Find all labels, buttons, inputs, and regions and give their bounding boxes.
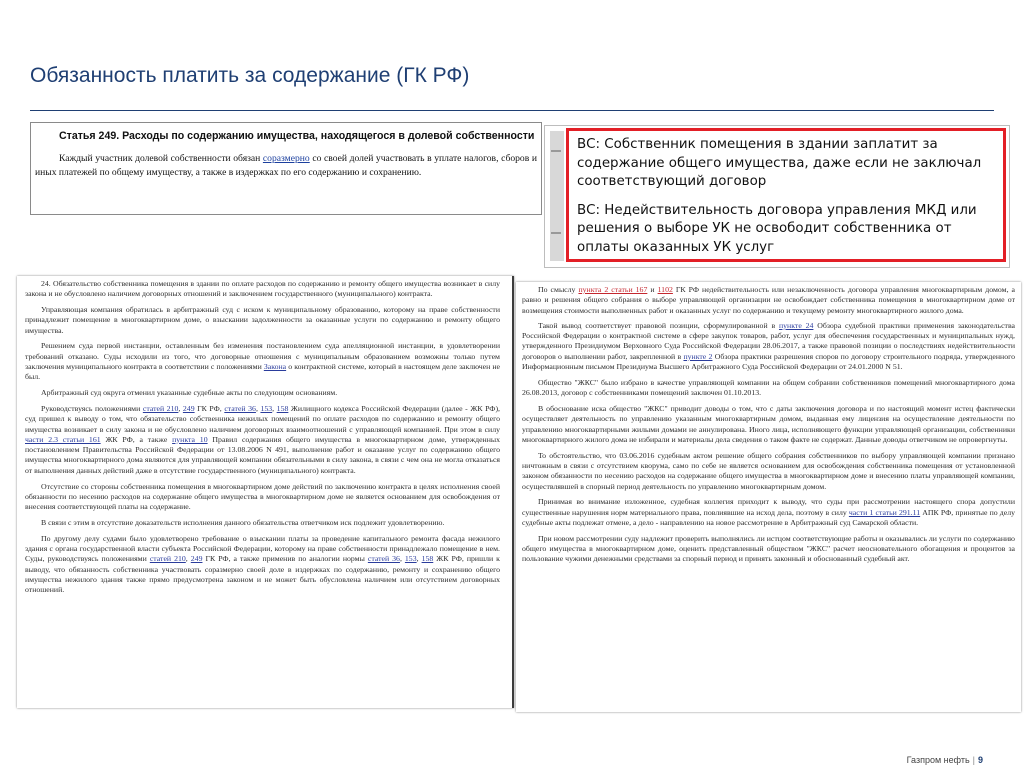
scan-paragraph: По смыслу пункта 2 статьи 167 и 1102 ГК РФ недействительность или незаключенность договора управления многоквартирным домом, а равно и решения общего собрания о выборе управляющей организации не освобождает собственника помещения в многоквартирном доме от возмещения стоимости выполненных работ и оказанных услуг по содержанию и текущему ремонту многоквартирного жилого дома. [522, 285, 1015, 315]
scan-paragraph: Принимая во внимание изложенное, судебная коллегия приходит к выводу, что суды при рассмотрении настоящего спора допустили существенные нарушения норм материального права, повлиявшие на исход дела, поэтому в силу части 1 статьи 291.11 АПК РФ, принятые по делу судебные акты подлежат отмене, а дело - направлению на новое рассмотрение в Арбитражный суд Самарской области. [522, 497, 1015, 527]
scan-paragraph: Решением суда первой инстанции, оставленным без изменения постановлением суда апелляционной инстанции, в удовлетворении требований отказано. Суды исходили из того, что договорные отношения с муниципальным образованием возможны только путем заключения муниципального контракта в соответствии с положениями Закона о контрактной системе, который в настоящем деле заключен не был. [25, 341, 500, 382]
article-text: Каждый участник долевой собственности обязан соразмерно со своей долей участвовать в уплате налогов, сборов и иных платежей по общему имуществу, а также в издержках по его содержанию и сохранению. [35, 153, 537, 178]
scan-left-column [17, 276, 514, 708]
scan-link[interactable]: 158 [276, 403, 289, 413]
scan-link[interactable]: 153 [260, 403, 273, 413]
footer-company: Газпром нефть [906, 755, 970, 765]
scan-link[interactable]: статей 210 [142, 403, 179, 413]
scan-paragraph: Управляющая компания обратилась в арбитражный суд с иском к муниципальному образованию, которому на праве собственности принадлежит помещение в многоквартирном доме, о взыскании задолженности за оказанные услуги по содержанию и ремонту общего имущества. [25, 305, 500, 335]
article-heading: Статья 249. Расходы по содержанию имущества, находящегося в долевой собственности [59, 130, 535, 142]
scan-paragraph: В обоснование иска общество "ЖКС" приводит доводы о том, что с даты заключения договора и по настоящий момент истец фактически осуществляет деятельность по управлению указанным многоквартирным домом, выданная ему лицензия на осуществление деятельности по управлению многоквартирными жилыми домами не аннулирована. Иного лица, исполняющего функции управляющей организации, собственники многоквартирного жилого дома не избирали и материалы дела сведения о таком факте не содержат. Данные доводы ответчиком не опровергнуты. [522, 403, 1015, 444]
scan-right-column [516, 282, 1021, 712]
callout-point-2: ВС: Недействительность договора управления МКД или решения о выборе УК не освободит собственника от оплаты оказанных УК услуг [577, 202, 977, 255]
scan-link[interactable]: пункта 2 статьи 167 [578, 285, 648, 294]
scan-link[interactable]: статей 210 [149, 554, 186, 564]
slide-title: Обязанность платить за содержание (ГК РФ) [30, 64, 470, 87]
footer-separator: | [972, 755, 975, 765]
footer [907, 755, 983, 765]
callout-point-1: ВС: Собственник помещения в здании заплатит за содержание общего имущества, даже если не заключал соответствующий договор [577, 137, 982, 189]
scan-paragraph: По другому делу судами было удовлетворено требование о взыскании платы за проведение капитального ремонта фасада нежилого здания с органа государственной власти субъекта Российской Федерации, которому на праве собственности принадлежало помещение в нем. Суды, руководствуясь положениями статей 210, 249 ГК РФ, а также применив по аналогии нормы статей 36, 153, 158 ЖК РФ, пришли к выводу, что обязанность собственника участвовать соразмерно своей доле в издержках по содержанию, ремонту и сохранению общего имущества нежилого здания также прямо предусмотрена законом и не может быть обусловлена наличием или отсутствием договорных отношений. [25, 533, 500, 595]
scan-paragraph: Общество "ЖКС" было избрано в качестве управляющей компании на общем собрании собственников помещений многоквартирного дома 26.08.2013, договор с собственниками помещений заключен 01.10.2013. [522, 377, 1015, 398]
scan-link[interactable]: статей 36 [224, 403, 256, 413]
scan-link[interactable]: пункте 24 [778, 320, 814, 330]
scan-link[interactable]: 158 [421, 554, 434, 564]
article-link[interactable]: соразмерно [262, 153, 310, 164]
scan-link[interactable]: пункте 2 [683, 351, 713, 361]
article-box [30, 122, 542, 215]
callout-box [566, 128, 1006, 262]
scan-paragraph: 24. Обязательство собственника помещения в здании по оплате расходов по содержанию и ремонту общего имущества возникает в силу закона и не обусловлено наличием договорных отношений и заключением государственного (муниципального) контракта. [25, 279, 500, 299]
page-number: 9 [977, 755, 983, 765]
scan-link[interactable]: 249 [182, 403, 195, 413]
scan-paragraph: Отсутствие со стороны собственника помещения в многоквартирном доме действий по заключению контракта в целях исполнения своей обязанности по несению расходов на содержание общего имущества в многоквартирном доме не является основанием для освобождения от внесения соответствующей платы на содержание. [25, 481, 500, 512]
scan-paragraph: Руководствуясь положениями статей 210, 249 ГК РФ, статей 36, 153, 158 Жилищного кодекса Российской Федерации (далее - ЖК РФ), суд пришел к выводу о том, что обязательство собственника нежилых помещений по оплате расходов по содержанию и ремонту общего имущества возникает в силу закона и не обусловлено наличием договорных взаимоотношений с управляющей компанией. При этом в силу части 2.3 статьи 161 ЖК РФ, а также пункта 10 Правил содержания общего имущества в многоквартирном доме, утвержденных постановлением Правительства Российской Федерации от 13.08.2006 N 491, выполнение работ и оказание услуг по содержанию общего имущества многоквартирного дома являются для управляющей компании обязательными в силу закона, в связи с чем она не могла отказаться от выполнения данных действий даже в отсутствие государственного (муниципального) контракта. [25, 403, 501, 475]
title-divider [30, 110, 994, 111]
callout-marker-2 [551, 232, 561, 234]
scan-link[interactable]: статей 36 [367, 554, 400, 564]
scan-link[interactable]: пункта 10 [172, 434, 208, 444]
scan-paragraph: В связи с этим в отсутствие доказательств исполнения данного обязательства ответчиком иск подлежит удовлетворению. [41, 517, 445, 527]
scan-link[interactable]: 1102 [657, 285, 673, 294]
scan-link[interactable]: части 2.3 статьи 161 [25, 434, 101, 444]
scan-paragraph: То обстоятельство, что 03.06.2016 судебным актом решение общего собрания собственников по выбору управляющей компании признано ничтожным в связи с отсутствием кворума, само по себе не является основанием для освобождения собственника помещения от установленной законом обязанности по несению расходов на содержание общего имущества в многоквартирном доме и внесению платы управляющей компании, осуществлявшей в спорный период деятельность по управлению многоквартирным домом. [522, 450, 1015, 491]
scan-paragraph: При новом рассмотрении суду надлежит проверить выполнялись ли истцом соответствующие работы и оказывались ли услуги по содержанию общего имущества в многоквартирном доме, оценить представленный обществом "ЖКС" расчет неосновательного обогащения и процентов за пользование чужими денежными средствами за спорный период и принять законный и обоснованный судебный акт. [522, 533, 1015, 564]
scan-paragraph: Арбитражный суд округа отменил указанные судебные акты по следующим основаниям. [41, 388, 338, 398]
callout-marker-1 [551, 150, 561, 152]
scan-link[interactable]: Закона [263, 362, 287, 372]
scan-link[interactable]: части 1 статьи 291.11 [848, 507, 921, 517]
scan-link[interactable]: 249 [190, 554, 203, 564]
scan-paragraph: Такой вывод соответствует правовой позиции, сформулированной в пункте 24 Обзора судебной практики применения законодательства Российской Федерации о контрактной системе в сфере закупок товаров, работ, услуг для обеспечения государственных и муниципальных нужд, утвержденного Президиумом Верховного Суда Российской Федерации 28.06.2017, а также правовой позиции о последствиях недействительности договоров о выполнении работ, закрепленной в пункте 2 Обзора практики разрешения споров по договору строительного подряда, утвержденного Информационным письмом Президиума Высшего Арбитражного Суда Российской Федерации от 24.01.2000 N 51. [522, 320, 1016, 372]
scan-link[interactable]: 153 [404, 554, 417, 564]
